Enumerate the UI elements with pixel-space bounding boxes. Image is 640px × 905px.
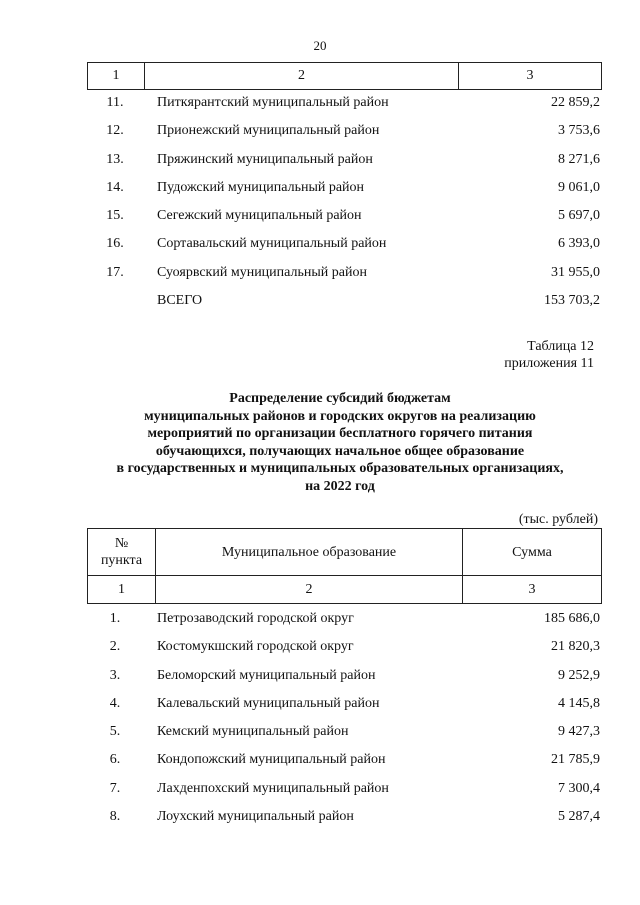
row-value: 31 955,0 [551, 264, 600, 280]
table-row [87, 117, 602, 145]
row-value: 6 393,0 [558, 236, 600, 252]
row-name: Кемский муниципальный район [157, 724, 349, 740]
table-row [87, 803, 602, 831]
table1-col-number: 1 [88, 63, 145, 90]
row-number: 12. [106, 123, 124, 139]
row-value: 21 785,9 [551, 752, 600, 768]
row-number: 11. [106, 95, 124, 110]
row-number: 3. [109, 667, 121, 683]
table1-col-value: 3 [459, 63, 602, 90]
row-value: 7 300,4 [558, 780, 600, 796]
table2-col-name: Муниципальное образование [156, 529, 463, 576]
row-number: 7. [109, 780, 121, 796]
total-row [87, 287, 602, 315]
table2-header [87, 528, 602, 604]
table-row [87, 775, 602, 803]
table-row [87, 605, 602, 633]
caption-table-number: Таблица 12 [527, 339, 594, 354]
row-number: 2. [109, 639, 121, 655]
row-value: 9 252,9 [558, 667, 600, 683]
header-item: пункта [100, 553, 143, 568]
row-number: 13. [106, 151, 124, 167]
row-value: 22 859,2 [551, 95, 600, 110]
table-row [87, 202, 602, 230]
row-name: Прионежский муниципальный район [157, 123, 380, 139]
row-number: 15. [106, 208, 124, 224]
row-value: 21 820,3 [551, 639, 600, 655]
table2-col-sum: Сумма [463, 529, 602, 576]
row-name: Сегежский муниципальный район [157, 208, 362, 224]
title-line: на 2022 год [305, 478, 375, 494]
row-name: Калевальский муниципальный район [157, 695, 380, 711]
row-number: 1. [109, 611, 121, 626]
table2-numbering-1: 1 [88, 576, 156, 604]
table1-col-name: 2 [145, 63, 459, 90]
table2-body [87, 605, 602, 831]
table-row [87, 89, 602, 117]
caption-appendix: приложения 11 [504, 356, 594, 371]
row-value: 3 753,6 [558, 123, 600, 139]
row-name: Лоухский муниципальный район [157, 809, 354, 825]
header-number-sign: № [114, 536, 129, 551]
row-number: 6. [109, 752, 121, 768]
table1-header [87, 62, 602, 90]
row-value: 5 697,0 [558, 208, 600, 224]
row-number: 16. [106, 236, 124, 252]
table-row [87, 718, 602, 746]
table-row [87, 174, 602, 202]
title-line: мероприятий по организации бесплатного горячего питания [147, 426, 533, 441]
table-row [87, 746, 602, 774]
table2-col-number [88, 529, 156, 576]
total-label: ВСЕГО [157, 293, 203, 309]
row-name: Кондопожский муниципальный район [157, 752, 386, 768]
row-value: 185 686,0 [544, 611, 600, 626]
table1-body [87, 89, 602, 315]
row-value: 9 427,3 [558, 724, 600, 740]
row-name: Пудожский муниципальный район [157, 179, 365, 195]
row-name: Пряжинский муниципальный район [157, 151, 373, 167]
table-row [87, 230, 602, 258]
title-line: муниципальных районов и городских округов на реализацию [144, 408, 536, 424]
title-line: Распределение субсидий бюджетам [229, 391, 451, 406]
title-line: в государственных и муниципальных образовательных организациях, [116, 461, 564, 476]
row-name: Суоярвский муниципальный район [157, 264, 367, 280]
unit-label: (тыс. рублей) [518, 512, 598, 527]
row-name: Сортавальский муниципальный район [157, 236, 387, 252]
row-value: 5 287,4 [558, 809, 600, 825]
row-name: Лахденпохский муниципальный район [157, 780, 389, 796]
table-row [87, 662, 602, 690]
row-number: 17. [106, 264, 124, 280]
table-row [87, 690, 602, 718]
row-name: Питкярантский муниципальный район [157, 95, 389, 110]
document-title [80, 390, 600, 495]
row-value: 4 145,8 [558, 695, 600, 711]
row-number: 4. [109, 695, 121, 711]
table-row [87, 146, 602, 174]
table-row [87, 259, 602, 287]
title-line: обучающихся, получающих начальное общее образование [155, 443, 525, 459]
row-number: 5. [109, 724, 121, 740]
row-name: Беломорский муниципальный район [157, 667, 376, 683]
row-number: 8. [109, 809, 121, 825]
row-name: Петрозаводский городской округ [157, 611, 354, 626]
row-value: 9 061,0 [558, 179, 600, 195]
page-number: 20 [313, 38, 327, 53]
row-number: 14. [106, 179, 124, 195]
row-name: Костомукшский городской округ [157, 639, 354, 655]
table-caption [504, 338, 594, 372]
table2-numbering-2: 2 [156, 576, 463, 604]
total-value: 153 703,2 [544, 293, 600, 309]
row-value: 8 271,6 [558, 151, 600, 167]
table-row [87, 633, 602, 661]
table2-numbering-3: 3 [463, 576, 602, 604]
